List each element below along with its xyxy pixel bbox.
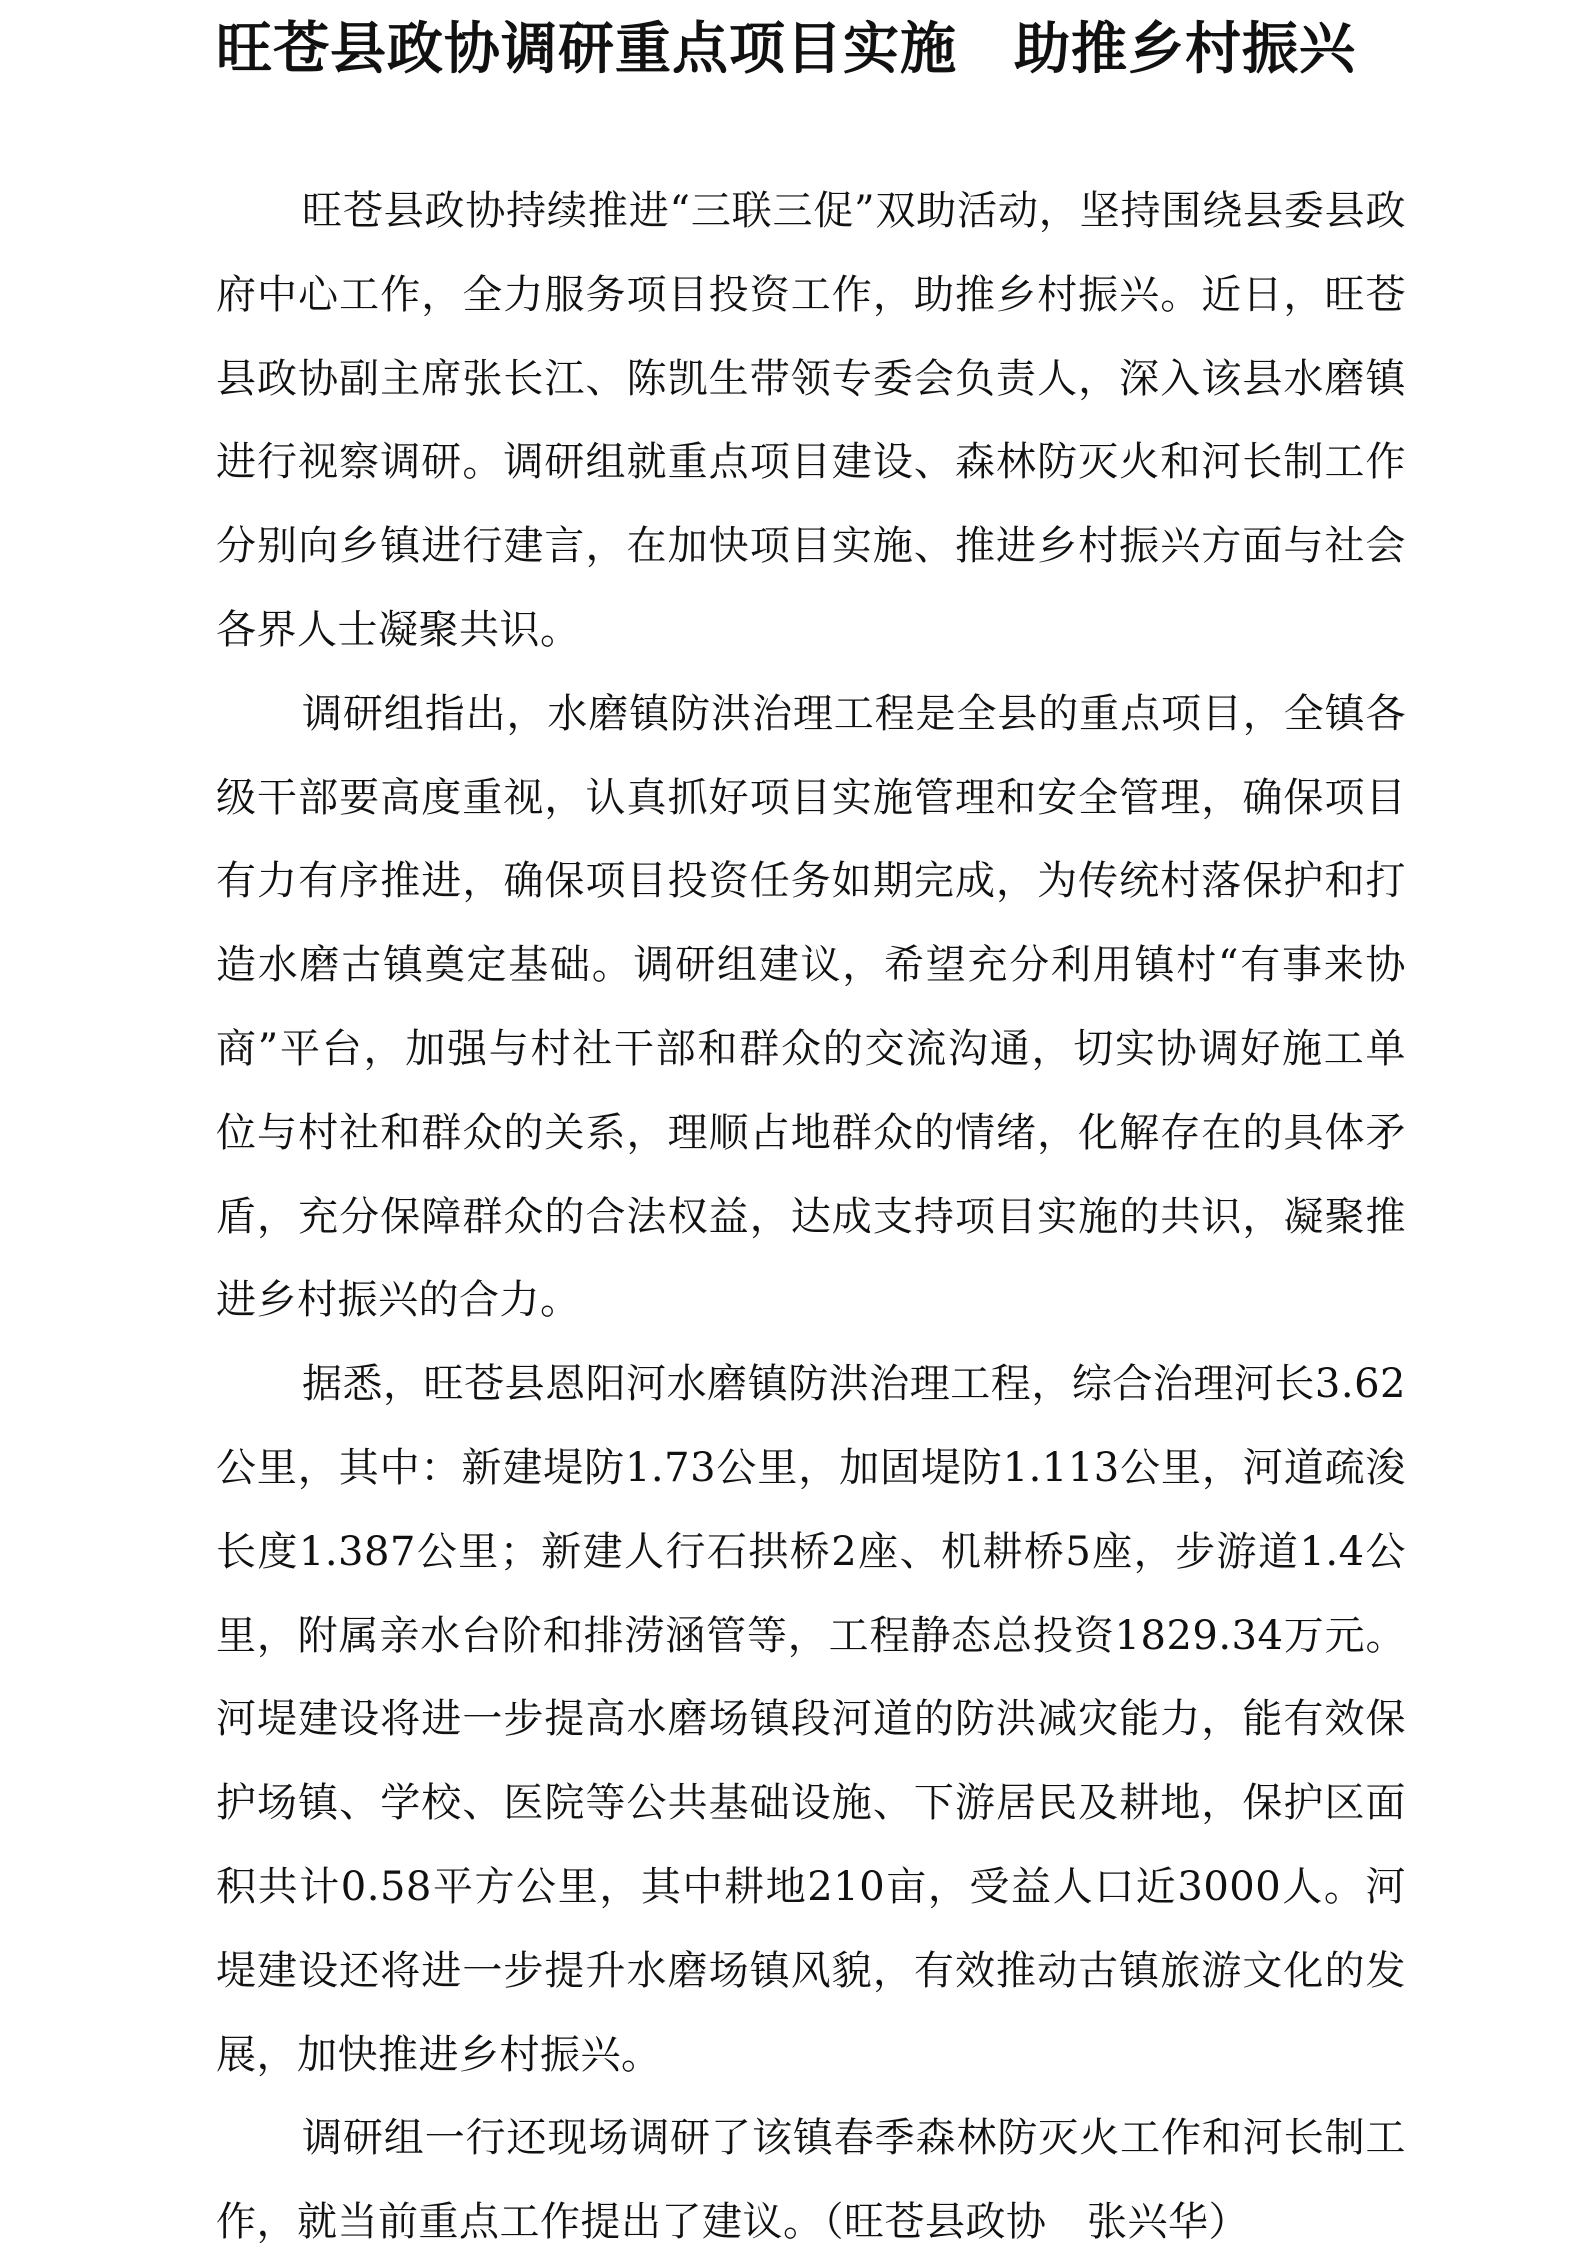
document-body bbox=[216, 170, 1406, 2265]
paragraph-intro: 旺苍县政协持续推进“三联三促”双助活动，坚持围绕县委县政府中心工作，全力服务项目投资工作，助推乡村振兴。近日，旺苍县政协副主席张长江、陈凯生带领专委会负责人，深入该县水磨镇进行视察调研。调研组就重点项目建设、森林防灭火和河长制工作分别向乡镇进行建言，在加快项目实施、推进乡村振兴方面与社会各界人士凝聚共识。 bbox=[216, 188, 1406, 653]
paragraph-closing: 调研组一行还现场调研了该镇春季森林防灭火工作和河长制工作，就当前重点工作提出了建议。（旺苍县政协 张兴华） bbox=[216, 2115, 1406, 2246]
document-title: 旺苍县政协调研重点项目实施 助推乡村振兴 bbox=[216, 17, 1356, 82]
paragraph-findings: 调研组指出，水磨镇防洪治理工程是全县的重点项目，全镇各级干部要高度重视，认真抓好项目实施管理和安全管理，确保项目有力有序推进，确保项目投资任务如期完成，为传统村落保护和打造水磨古镇奠定基础。调研组建议，希望充分利用镇村“有事来协商”平台，加强与村社干部和群众的交流沟通，切实协调好施工单位与村社和群众的关系，理顺占地群众的情绪，化解存在的具体矛盾，充分保障群众的合法权益，达成支持项目实施的共识，凝聚推进乡村振兴的合力。 bbox=[216, 690, 1406, 1324]
paragraph-project-details: 据悉，旺苍县恩阳河水磨镇防洪治理工程，综合治理河长3.62公里，其中：新建堤防1.73公里，加固堤防1.113公里，河道疏浚长度1.387公里；新建人行石拱桥2座、机耕桥5座，步游道1.4公里，附属亲水台阶和排涝涵管等，工程静态总投资1829.34万元。河堤建设将进一步提高水磨场镇段河道的防洪减灾能力，能有效保护场镇、学校、医院等公共基础设施、下游居民及耕地，保护区面积共计0.58平方公里，其中耕地210亩，受益人口近3000人。河堤建设还将进一步提升水磨场镇风貌，有效推动古镇旅游文化的发展，加快推进乡村振兴。 bbox=[216, 1361, 1406, 2078]
document-page bbox=[216, 0, 1406, 2246]
